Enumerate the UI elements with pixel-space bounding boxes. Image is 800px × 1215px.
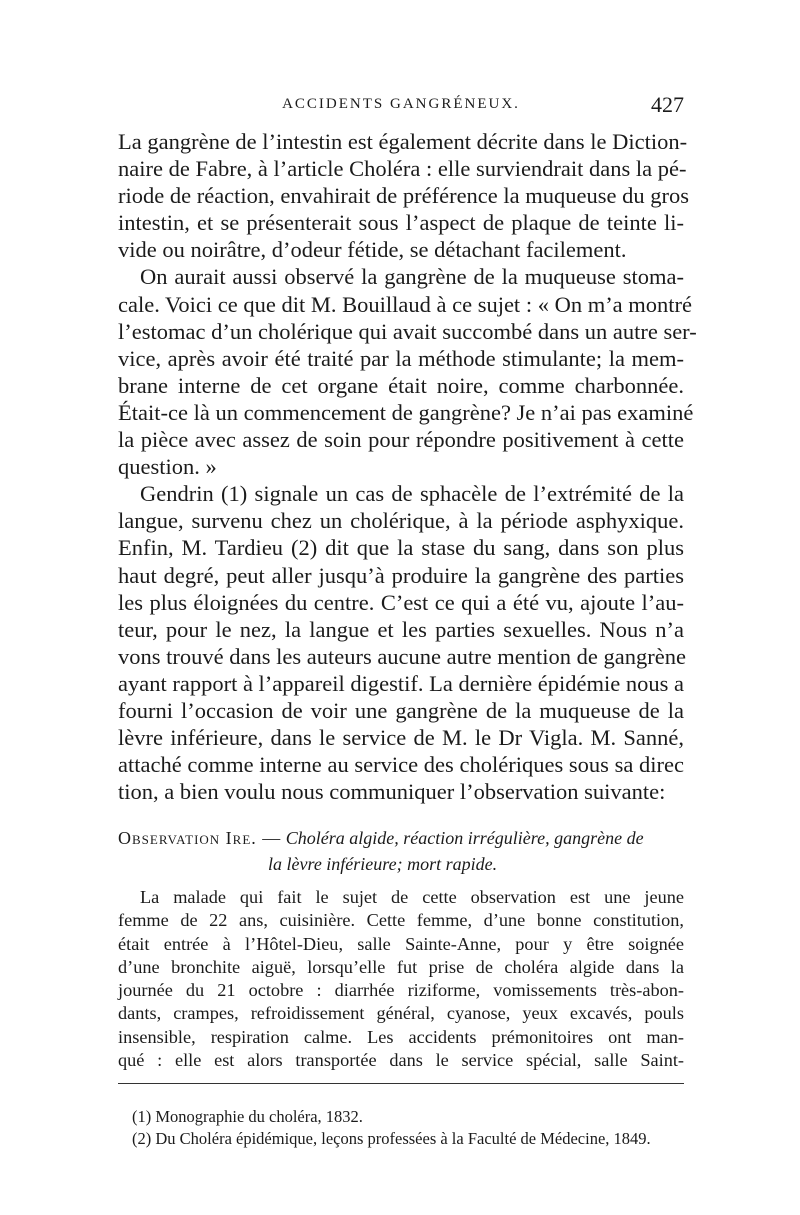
footnote-1: (1) Monographie du choléra, 1832. <box>132 1107 363 1126</box>
footnotes <box>132 1106 682 1150</box>
observation-line: dants, crampes, refroidissement général, cyanose, yeux excavés, pouls <box>118 1003 684 1024</box>
text-line: haut degré, peut aller jusqu’à produire la gangrène des parties <box>118 562 684 588</box>
text-line: l’estomac d’un cholérique qui avait succombé dans un autre ser- <box>118 318 697 344</box>
observation-line: La malade qui fait le sujet de cette observation est une jeune <box>140 887 684 907</box>
text-line: attaché comme interne au service des cholériques sous sa direc <box>118 752 684 778</box>
text-line: langue, survenu chez un cholérique, à la période asphyxique. <box>118 508 684 534</box>
text-line: riode de réaction, envahirait de préférence la muqueuse du gros <box>118 183 689 209</box>
observation-line: qué : elle est alors transportée dans le service spécial, salle Saint- <box>118 1050 684 1071</box>
text-line: la pièce avec assez de soin pour répondre positivement à cette <box>118 427 684 453</box>
text-line: ayant rapport à l’appareil digestif. La dernière épidémie nous a <box>118 670 685 696</box>
text-line: les plus éloignées du centre. C’est ce qui a été vu, ajoute l’au- <box>118 589 684 615</box>
text-line: vice, après avoir été traité par la méthode stimulante; la mem- <box>118 345 684 371</box>
text-line: Gendrin (1) signale un cas de sphacèle de l’extrémité de la <box>140 481 684 507</box>
observation-line: insensible, respiration calme. Les accidents prémonitoires ont man- <box>118 1026 684 1047</box>
text-line: vide ou noirâtre, d’odeur fétide, se détachant facilement. <box>118 237 627 263</box>
observation-title: Choléra algide, réaction irrégulière, gangrène de <box>285 828 644 848</box>
footnote-2: (2) Du Choléra épidémique, leçons professées à la Faculté de Médecine, 1849. <box>132 1129 651 1148</box>
text-line: lèvre inférieure, dans le service de M. le Dr Vigla. M. Sanné, <box>118 725 684 751</box>
observation-line: journée du 21 octobre : diarrhée riziforme, vomissements très-abon- <box>118 980 684 1001</box>
observation-label: Observation Ire. — <box>118 828 282 848</box>
text-line: naire de Fabre, à l’article Choléra : elle surviendrait dans la pé- <box>118 156 687 182</box>
body-text <box>118 128 697 805</box>
text-line: teur, pour le nez, la langue et les parties sexuelles. Nous n’a <box>118 616 684 642</box>
text-line: intestin, et se présenterait sous l’aspect de plaque de teinte li- <box>118 210 684 236</box>
observation-heading <box>118 825 684 877</box>
text-line: On aurait aussi observé la gangrène de la muqueuse stoma- <box>140 264 684 290</box>
footnote-divider <box>118 1083 684 1084</box>
observation-line: d’une bronchite aiguë, lorsqu’elle fut prise de choléra algide dans la <box>118 956 684 977</box>
text-line: La gangrène de l’intestin est également décrite dans le Diction- <box>118 129 688 154</box>
observation-line: était entrée à l’Hôtel-Dieu, salle Sainte-Anne, pour y être soignée <box>118 933 684 954</box>
text-line: Était-ce là un commencement de gangrène? Je n’ai pas examiné <box>118 399 694 425</box>
text-line: tion, a bien voulu nous communiquer l’observation suivante: <box>118 779 666 805</box>
text-line: brane interne de cet organe était noire, comme charbonnée. <box>118 372 684 398</box>
text-line: cale. Voici ce que dit M. Bouillaud à ce sujet : « On m’a montré <box>118 291 693 317</box>
text-line: Enfin, M. Tardieu (2) dit que la stase du sang, dans son plus <box>118 535 684 561</box>
page-header <box>118 94 684 124</box>
observation-text <box>118 886 684 1072</box>
text-line: vons trouvé dans les auteurs aucune autre mention de gangrène <box>118 643 686 669</box>
running-title: ACCIDENTS GANGRÉNEUX. <box>282 96 520 112</box>
text-line: question. » <box>118 454 217 480</box>
text-line: fourni l’occasion de voir une gangrène de la muqueuse de la <box>118 697 684 723</box>
page-number: 427 <box>651 92 684 117</box>
observation-title-continued: la lèvre inférieure; mort rapide. <box>268 854 498 874</box>
observation-line: femme de 22 ans, cuisinière. Cette femme, d’une bonne constitution, <box>118 910 684 931</box>
